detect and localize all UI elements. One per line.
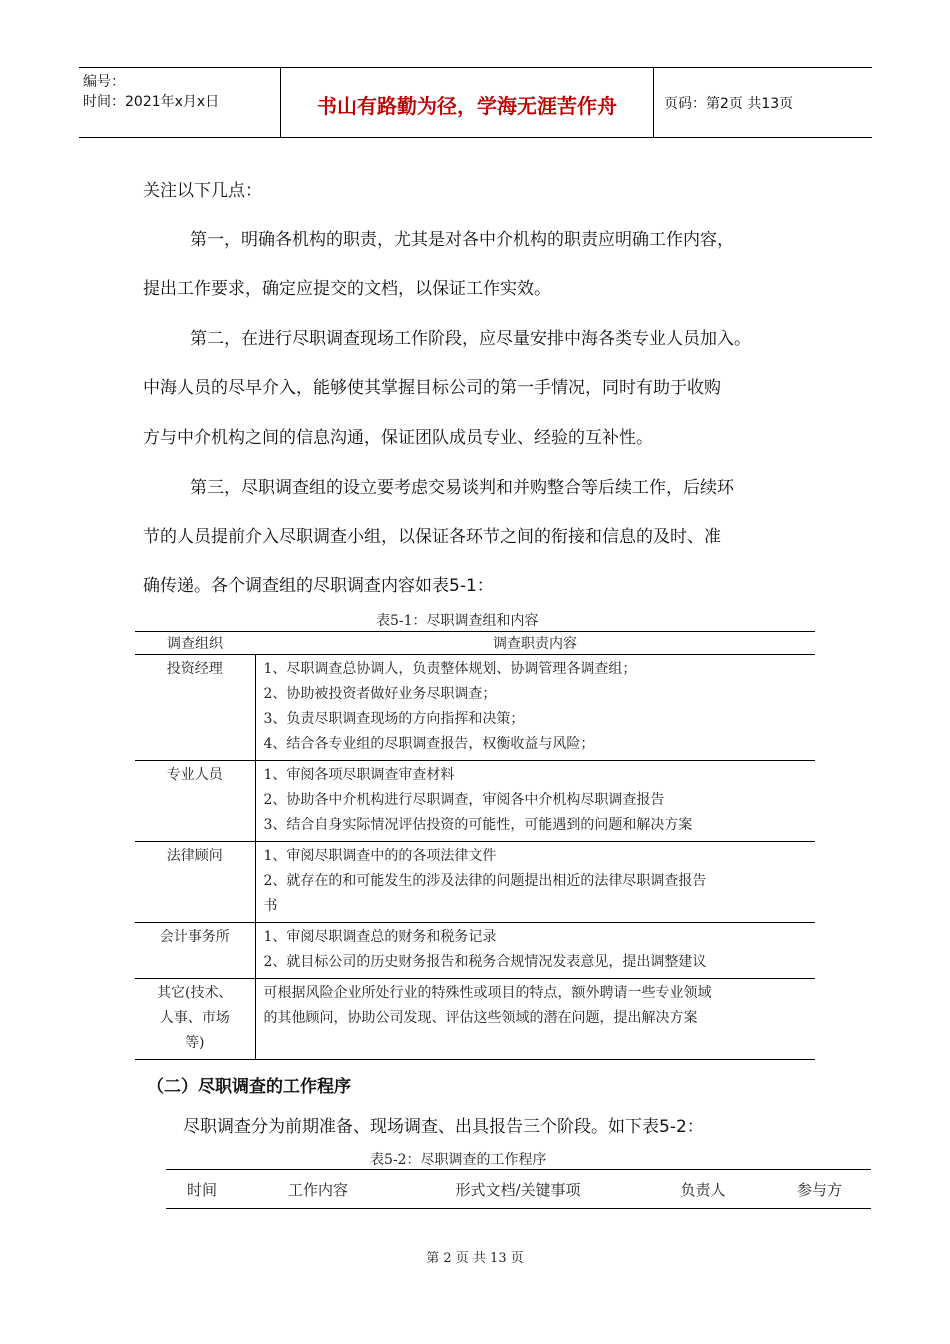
role-line: 其它(技术、 [157,985,233,1001]
table1-role: 专业人员 [135,761,255,842]
table-investigation-groups [135,631,815,1060]
page-footer: 第 2 页 共 13 页 [426,1251,524,1266]
paragraph-line: 方与中介机构之间的信息沟通，保证团队成员专业、经验的互补性。 [143,428,653,448]
duty-item: 1、尽职调查总协调人，负责整体规划、协调管理各调查组； [263,661,637,677]
table1-role: 投资经理 [135,655,255,761]
paragraph-line: 中海人员的尽早介入，能够使其掌握目标公司的第一手情况，同时有助于收购 [143,378,721,398]
table1-duties [255,655,815,761]
duty-item: 3、负责尽职调查现场的方向指挥和决策； [263,711,525,727]
duty-item: 2、就存在的和可能发生的涉及法律的问题提出相近的法律尽职调查报告 [263,873,707,889]
role-line: 人事、市场 [159,1010,230,1026]
table2-header-owner: 负责人 [638,1170,768,1209]
table1-duties [255,979,815,1060]
paragraph-line: 第三，尽职调查组的设立要考虑交易谈判和并购整合等后续工作，后续环 [190,478,734,498]
table1-duties [255,842,815,923]
duty-item: 4、结合各专业组的尽职调查报告，权衡收益与风险； [263,736,595,752]
duty-item: 书 [263,898,278,914]
table2-caption: 表5-2：尽职调查的工作程序 [370,1152,547,1168]
table-row [135,655,815,761]
table2-header-content: 工作内容 [238,1170,398,1209]
table-row [135,979,815,1060]
document-number-label: 编号： [83,74,125,90]
paragraph-line: 提出工作要求，确定应提交的文档，以保证工作实效。 [143,279,551,299]
duty-item: 3、结合自身实际情况评估投资的可能性，可能遇到的问题和解决方案 [263,817,693,833]
document-date-label: 时间：2021年x月x日 [83,94,220,110]
page-header [79,67,872,138]
duty-item: 1、审阅各项尽职调查审查材料 [263,767,455,783]
table1-header-organization: 调查组织 [135,632,255,655]
role-line: 等) [185,1035,205,1051]
table1-caption: 表5-1：尽职调查组和内容 [376,613,539,629]
table1-duties [255,923,815,979]
table1-duties [255,761,815,842]
table1-role: 法律顾问 [135,842,255,923]
duty-item: 1、审阅尽职调查中的的各项法律文件 [263,848,497,864]
table-row [135,923,815,979]
table2-header-participants: 参与方 [768,1170,871,1209]
paragraph-line: 确传递。各个调查组的尽职调查内容如表5-1： [143,576,494,596]
table-row [135,761,815,842]
paragraph-line: 节的人员提前介入尽职调查小组，以保证各环节之间的衔接和信息的及时、准 [143,527,721,547]
duty-item: 2、协助各中介机构进行尽职调查，审阅各中介机构尽职调查报告 [263,792,665,808]
duty-item: 2、协助被投资者做好业务尽职调查； [263,686,497,702]
duty-item: 的其他顾问，协助公司发现、评估这些领域的潜在问题，提出解决方案 [263,1010,698,1026]
paragraph-intro: 关注以下几点： [143,181,262,201]
table-row [135,842,815,923]
paragraph-line: 第二，在进行尽职调查现场工作阶段，应尽量安排中海各类专业人员加入。 [190,329,751,349]
header-page-info: 页码：第2页 共13页 [664,96,794,112]
duty-item: 1、审阅尽职调查总的财务和税务记录 [263,929,497,945]
table2-header-time: 时间 [166,1170,238,1209]
duty-item: 2、就目标公司的历史财务报告和税务合规情况发表意见，提出调整建议 [263,954,707,970]
table1-header-duties: 调查职责内容 [255,632,815,655]
header-divider [653,68,654,137]
paragraph-line: 第一，明确各机构的职责，尤其是对各中介机构的职责应明确工作内容， [190,230,734,250]
table2-header-documents: 形式文档/关键事项 [398,1170,638,1209]
header-meta [83,72,283,112]
header-motto: 书山有路勤为径，学海无涯苦作舟 [317,94,617,118]
table-work-procedure [166,1169,871,1209]
table1-role: 会计事务所 [135,923,255,979]
paragraph-line: 尽职调查分为前期准备、现场调查、出具报告三个阶段。如下表5-2： [183,1117,704,1137]
table1-role [135,979,255,1060]
duty-item: 可根据风险企业所处行业的特殊性或项目的特点，额外聘请一些专业领域 [263,985,712,1001]
section-heading: （二）尽职调查的工作程序 [147,1077,351,1097]
